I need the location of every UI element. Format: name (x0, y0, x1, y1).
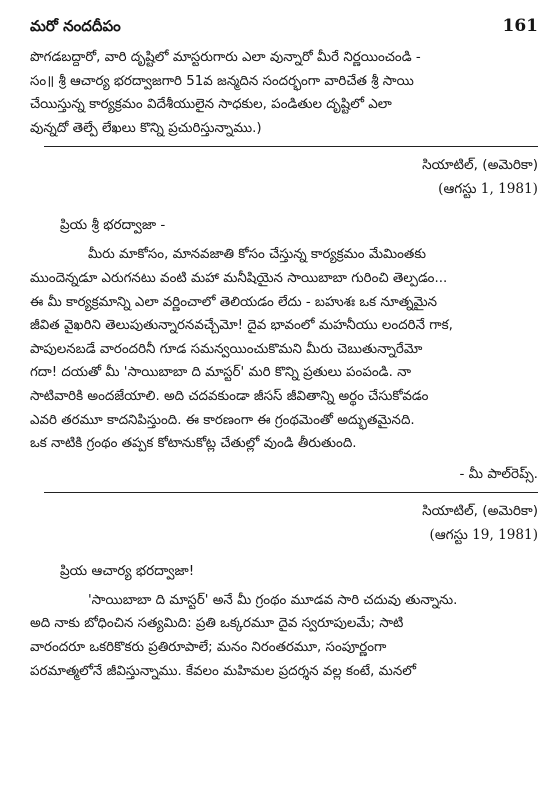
letter-body-line: పరమాత్మలోనే జీవిస్తున్నాము. కేవలం మహిమల ప్రదర్శన వల్ల కంటే, మనలో (30, 663, 416, 679)
letter-salutation: ప్రియ శ్రీ భరద్వాజా - (60, 217, 166, 234)
letter-body-line: అది నాకు బోధించిన సత్యమిది: ప్రతి ఒక్కరమూ దైవ స్వరూపులమే; సాటి (30, 616, 404, 632)
intro-paragraph (30, 46, 538, 140)
section-divider (44, 492, 538, 493)
intro-line: వున్నదో తెల్పే లేఖలు కొన్ని ప్రచురిస్తున్నాము.) (30, 120, 262, 136)
letter-body-line: 'సాయిబాబా ది మాస్టర్' అనే మీ గ్రంథం మూడవ సారి చదువు తున్నాను. (88, 592, 458, 608)
letter-1 (30, 153, 538, 485)
letter-2 (30, 499, 538, 683)
letter-salutation: ప్రియ ఆచార్య భరద్వాజా! (60, 562, 195, 579)
intro-line: చేయిస్తున్న కార్యక్రమం విదేశీయులైన సాధకుల, పండితుల దృష్టిలో ఎలా (30, 97, 392, 113)
letter-signature: - మీ పాల్‌రెప్స్. (459, 465, 538, 482)
letter-place: సియాటిల్, (అమెరికా) (422, 502, 538, 519)
letter-body-line: ఈ మీ కార్యక్రమాన్ని ఎలా వర్ణించాలో తెలియడం లేదు - బహుశః ఒక నూత్నమైన (30, 294, 438, 310)
letter-body-line: వారందరూ ఒకరికొకరు ప్రతిరూపాలే; మనం నిరంతరమూ, సంపూర్ణంగా (30, 639, 387, 655)
intro-line: పొగడబద్దారో, వారి దృష్టిలో మాస్టరుగారు ఎలా వున్నారో మీరే నిర్ణయించండి - (30, 50, 421, 65)
letter-body-line: మీరు మాకోసం, మానవజాతి కోసం చేస్తున్న కార్యక్రమం మేమింతకు (88, 247, 426, 263)
letter-date: (ఆగస్టు 1, 1981) (438, 181, 538, 198)
running-head: మరో నందదీపం (30, 17, 121, 35)
letter-body-line: గదా! దయతో మీ 'సాయిబాబా ది మాస్టర్' మరి కొన్ని ప్రతులు పంపండి. నా (30, 365, 411, 381)
section-divider (44, 146, 538, 147)
letter-body-line: ఎవరి తరమూ కాదనిపిస్తుంది. ఈ కారణంగా ఈ గ్రంథమెంతో అద్భుతమైనది. (30, 412, 415, 428)
letter-date: (ఆగస్టు 19, 1981) (429, 526, 538, 543)
page-header (30, 16, 538, 46)
letter-body-line: పాపులనబడే వారందరినీ గూడ సమన్వయించుకొమని మీరు చెబుతున్నారేమో (30, 341, 423, 357)
letter-place: సియాటిల్, (అమెరికా) (422, 157, 538, 174)
letter-body-line: ఒక నాటికి గ్రంథం తప్పక కోటానుకోట్ల చేతుల్లో వుండి తీరుతుంది. (30, 436, 357, 452)
intro-line: సం॥ శ్రీ ఆచార్య భరద్వాజగారి 51వ జన్మదిన సందర్భంగా వారిచేత శ్రీ సాయి (30, 73, 414, 89)
letter-body-line: సాటివారికి అందజేయాలి. అది చదవకుండా జీసస్ జీవితాన్ని అర్థం చేసుకోవడం (30, 388, 429, 404)
page-number: 161 (502, 16, 538, 36)
letter-body-line: ముందెన్నడూ ఎరుగనటు వంటి మహా మనీషియైన సాయిబాబా గురించి తెల్పడం... (30, 270, 448, 286)
letter-body-line: జీవిత వైఖరిని తెలుపుతున్నారనవచ్చేమో! దైవ భావంలో మహనీయు లందరినే గాక, (30, 318, 453, 334)
